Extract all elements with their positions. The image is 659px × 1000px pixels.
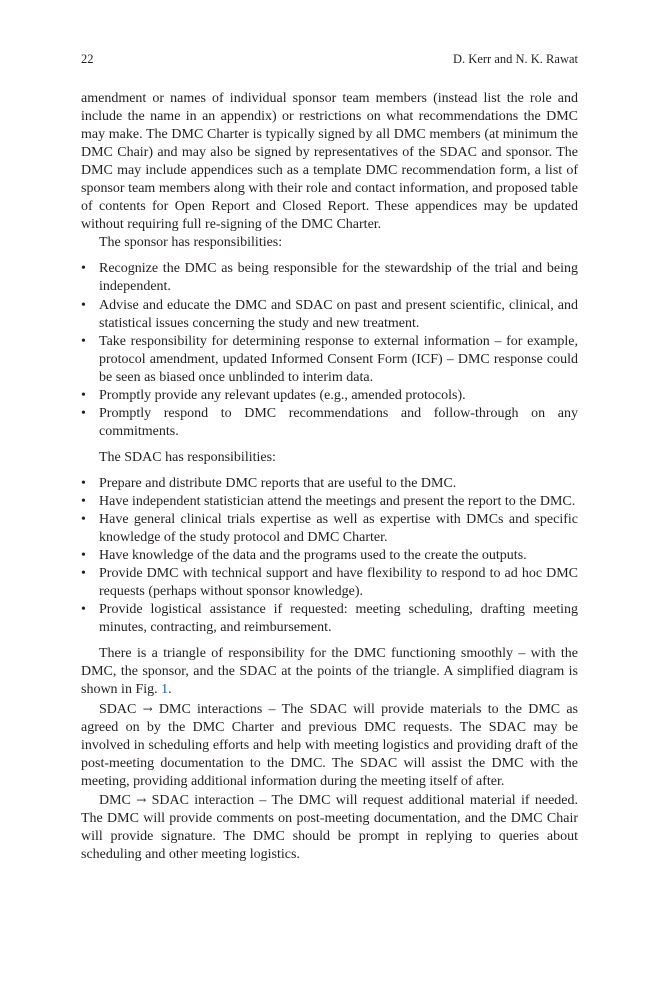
sponsor-responsibilities-intro: The sponsor has responsibilities:	[99, 235, 283, 251]
bullet-symbol: •	[81, 405, 86, 421]
sdac-responsibilities-list	[81, 475, 578, 637]
bullet-symbol: •	[81, 602, 86, 618]
list-item-text: Advise and educate the DMC and SDAC on past and present scientific, clinical, and statistical issues concerning the study and new treatment.	[99, 297, 578, 331]
sdac-responsibilities-intro: The SDAC has responsibilities:	[99, 449, 276, 465]
list-item	[81, 547, 578, 565]
list-item-text: Provide logistical assistance if requested: meeting scheduling, drafting meeting minutes, contracting, and reimbursement.	[99, 602, 578, 636]
list-item-text: Take responsibility for determining response to external information – for example, protocol amendment, updated Informed Consent Form (ICF) – DMC response could be seen as biased once unblinded to interim data.	[99, 333, 578, 385]
list-item-text: Have general clinical trials expertise as well as expertise with DMCs and specific knowledge of the study protocol and DMC Charter.	[99, 512, 578, 546]
paragraph-text: DMC	[99, 792, 131, 808]
paragraph-charter-signing: amendment or names of individual sponsor team members (instead list the role and include the name in an appendix) or restrictions on what recommendations the DMC may make. The DMC Charter is typically signed by all DMC members (at minimum the DMC Chair) and may also be signed by representatives of the SDAC and sponsor. The DMC may include appendices such as a template DMC recommendation form, a list of sponsor team members along with their role and contact information, and proposed table of contents for Open Report and Closed Report. These appendices may be updated without requiring full re-signing of the DMC Charter.	[81, 91, 578, 233]
paragraph-text: SDAC interaction – The DMC will request additional material if needed. The DMC will provide comments on post-meeting documentation, and the DMC Chair will provide signature. The DMC should be prompt in replying to queries about scheduling and other meeting logistics.	[81, 792, 578, 862]
paragraph-text: DMC interactions – The SDAC will provide materials to the DMC as agreed on by the DMC Charter and previous DMC requests. The SDAC may be involved in scheduling efforts and help with meeting logistics and providing draft of the post-meeting documentation to the DMC. The SDAC will assist the DMC with the meeting, providing additional information during the meeting itself of after.	[81, 701, 578, 789]
list-item-text: Have independent statistician attend the meetings and present the report to the DMC.	[99, 493, 576, 509]
bullet-symbol: •	[81, 475, 86, 491]
list-item-text: Have knowledge of the data and the programs used to the create the outputs.	[99, 548, 527, 564]
book-page	[81, 51, 578, 864]
paragraph-text: .	[168, 682, 172, 698]
list-item	[81, 260, 578, 296]
list-item	[81, 333, 578, 387]
paragraph-triangle-of-responsibility	[81, 645, 578, 699]
right-arrow-icon: →	[136, 792, 147, 807]
paragraph-dmc-to-sdac	[81, 791, 578, 864]
sponsor-responsibilities-list	[81, 260, 578, 440]
list-item	[81, 601, 578, 637]
bullet-symbol: •	[81, 512, 86, 528]
bullet-symbol: •	[81, 493, 86, 509]
paragraph-text: There is a triangle of responsibility for the DMC functioning smoothly – with the DMC, the sponsor, and the SDAC at the points of the triangle. A simplified diagram is shown in Fig.	[81, 646, 578, 698]
paragraph-sdac-to-dmc	[81, 700, 578, 791]
page-body	[81, 90, 578, 864]
bullet-symbol: •	[81, 297, 86, 313]
right-arrow-icon: →	[142, 701, 153, 716]
list-item	[81, 565, 578, 601]
author-names: D. Kerr and N. K. Rawat	[453, 52, 578, 66]
list-item-text: Recognize the DMC as being responsible for the stewardship of the trial and being independent.	[99, 261, 578, 295]
list-item-text: Promptly provide any relevant updates (e.g., amended protocols).	[99, 387, 466, 403]
bullet-symbol: •	[81, 333, 86, 349]
paragraph-text: SDAC	[99, 701, 137, 717]
list-item	[81, 297, 578, 333]
list-item	[81, 405, 578, 441]
bullet-symbol: •	[81, 387, 86, 403]
page-number: 22	[81, 52, 94, 66]
list-item-text: Prepare and distribute DMC reports that are useful to the DMC.	[99, 475, 457, 491]
running-head	[81, 51, 578, 67]
list-item-text: Promptly respond to DMC recommendations and follow-through on any commitments.	[99, 405, 578, 439]
list-item	[81, 387, 578, 405]
bullet-symbol: •	[81, 548, 86, 564]
list-item	[81, 511, 578, 547]
bullet-symbol: •	[81, 566, 86, 582]
list-item-text: Provide DMC with technical support and have flexibility to respond to ad hoc DMC requests (perhaps without sponsor knowledge).	[99, 566, 578, 600]
bullet-symbol: •	[81, 261, 86, 277]
list-item	[81, 475, 578, 493]
list-item	[81, 493, 578, 511]
figure-reference-link[interactable]: 1	[161, 682, 169, 698]
